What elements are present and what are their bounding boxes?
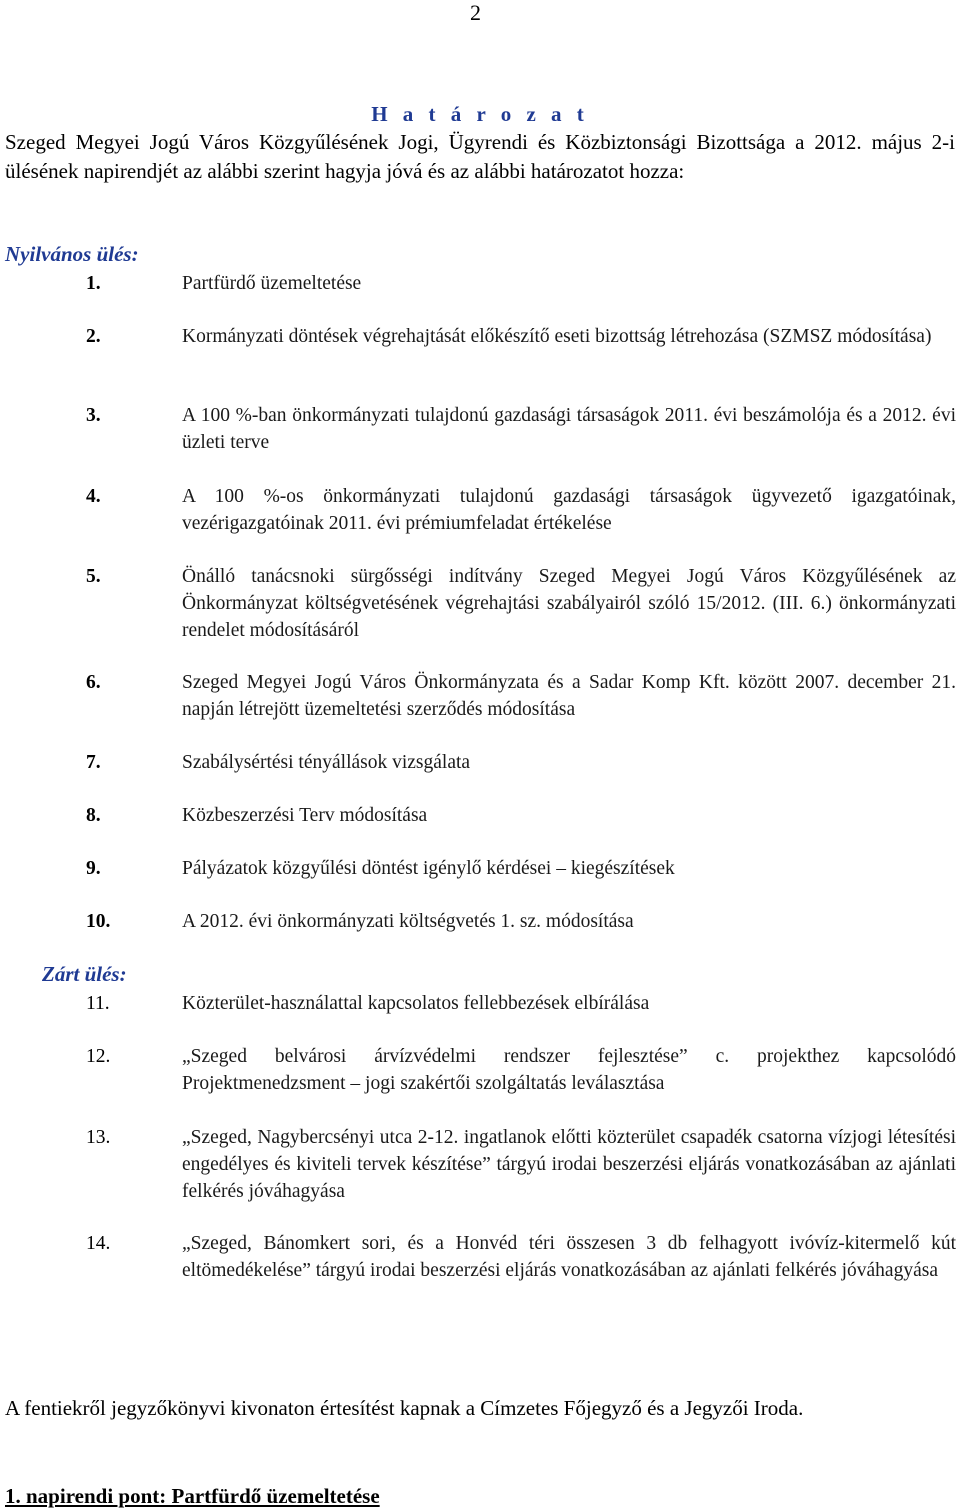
agenda-item-text: Szeged Megyei Jogú Város Önkormányzata és a Sadar Komp Kft. között 2007. december 21. napján létrejött üzemeltetési szerződés módosítása bbox=[182, 672, 956, 720]
agenda-item bbox=[86, 483, 956, 537]
agenda-item bbox=[86, 402, 956, 456]
agenda-item-text: A 100 %-ban önkormányzati tulajdonú gazdasági társaságok 2011. évi beszámolója és a 2012. évi üzleti terve bbox=[182, 405, 956, 453]
agenda-item-number: 5. bbox=[86, 566, 101, 587]
agenda-item-number: 2. bbox=[86, 326, 101, 347]
closed-session-label: Zárt ülés: bbox=[42, 962, 127, 986]
page-title: H a t á r o z a t bbox=[371, 102, 589, 126]
agenda-item bbox=[86, 563, 956, 644]
agenda-item-text: „Szeged, Bánomkert sori, és a Honvéd téri összesen 3 db felhagyott ivóvíz-kitermelő kút eltömedékelése” tárgyú irodai beszerzési eljárás vonatkozásában az ajánlati felkérés jóváhagyása bbox=[182, 1233, 956, 1281]
agenda-item-number: 14. bbox=[86, 1233, 111, 1254]
agenda-item bbox=[86, 990, 956, 1017]
agenda-point-heading: 1. napirendi pont: Partfürdő üzemeltetése bbox=[5, 1484, 380, 1508]
agenda-item-number: 3. bbox=[86, 405, 101, 426]
agenda-item-text: „Szeged, Nagybercsényi utca 2-12. ingatlanok előtti közterület csapadék csatorna vízjogi létesítési engedélyes és kiviteli tervek készítése” tárgyú irodai beszerzési eljárás vonatkozásában az ajánlati felkérés jóváhagyása bbox=[182, 1127, 956, 1202]
agenda-item-text: Önálló tanácsnoki sürgősségi indítvány Szeged Megyei Jogú Város Közgyűlésének az Önkormányzat költségvetésének végrehajtási szabályairól szóló 15/2012. (III. 6.) önkormányzati rendelet módosításáról bbox=[182, 566, 956, 641]
agenda-item-number: 13. bbox=[86, 1127, 111, 1148]
closing-paragraph: A fentiekről jegyzőkönyvi kivonaton értesítést kapnak a Címzetes Főjegyző és a Jegyzői Iroda. bbox=[5, 1396, 804, 1420]
agenda-item-text: A 2012. évi önkormányzati költségvetés 1. sz. módosítása bbox=[182, 911, 634, 932]
agenda-item-number: 12. bbox=[86, 1046, 111, 1067]
agenda-item bbox=[86, 1043, 956, 1097]
agenda-item-number: 1. bbox=[86, 273, 101, 294]
agenda-item bbox=[86, 323, 956, 350]
intro-paragraph: Szeged Megyei Jogú Város Közgyűlésének Jogi, Ügyrendi és Közbiztonsági Bizottsága a 2012. május 2-i ülésének napirendjét az alábbi szerint hagyja jóvá és az alábbi határozatot hozza: bbox=[5, 130, 955, 183]
page-number: 2 bbox=[470, 0, 481, 25]
agenda-item-text: Partfürdő üzemeltetése bbox=[182, 273, 362, 294]
public-session-label: Nyilvános ülés: bbox=[5, 242, 139, 266]
agenda-item-text: Kormányzati döntések végrehajtását előkészítő eseti bizottság létrehozása (SZMSZ módosítása) bbox=[182, 326, 932, 347]
agenda-item bbox=[86, 1230, 956, 1284]
agenda-item bbox=[86, 1124, 956, 1205]
agenda-item-number: 7. bbox=[86, 752, 101, 773]
agenda-item bbox=[86, 749, 956, 776]
agenda-item-number: 11. bbox=[86, 993, 110, 1014]
agenda-item bbox=[86, 908, 956, 935]
agenda-item bbox=[86, 669, 956, 723]
agenda-item-number: 9. bbox=[86, 858, 101, 879]
agenda-item-number: 4. bbox=[86, 486, 101, 507]
agenda-item bbox=[86, 802, 956, 829]
agenda-item-number: 6. bbox=[86, 672, 101, 693]
agenda-item-text: Szabálysértési tényállások vizsgálata bbox=[182, 752, 471, 773]
agenda-item-text: Pályázatok közgyűlési döntést igénylő kérdései – kiegészítések bbox=[182, 858, 675, 879]
agenda-item-number: 10. bbox=[86, 911, 111, 932]
agenda-item bbox=[86, 855, 956, 882]
agenda-item-number: 8. bbox=[86, 805, 101, 826]
agenda-item bbox=[86, 270, 956, 297]
agenda-item-text: A 100 %-os önkormányzati tulajdonú gazdasági társaságok ügyvezető igazgatóinak, vezérigazgatóinak 2011. évi prémiumfeladat értékelése bbox=[182, 486, 956, 534]
agenda-item-text: Közterület-használattal kapcsolatos fellebbezések elbírálása bbox=[182, 993, 650, 1014]
agenda-item-text: Közbeszerzési Terv módosítása bbox=[182, 805, 428, 826]
agenda-item-text: „Szeged belvárosi árvízvédelmi rendszer fejlesztése” c. projekthez kapcsolódó Projektmenedzsment – jogi szakértői szolgáltatás leválasztása bbox=[182, 1046, 956, 1094]
